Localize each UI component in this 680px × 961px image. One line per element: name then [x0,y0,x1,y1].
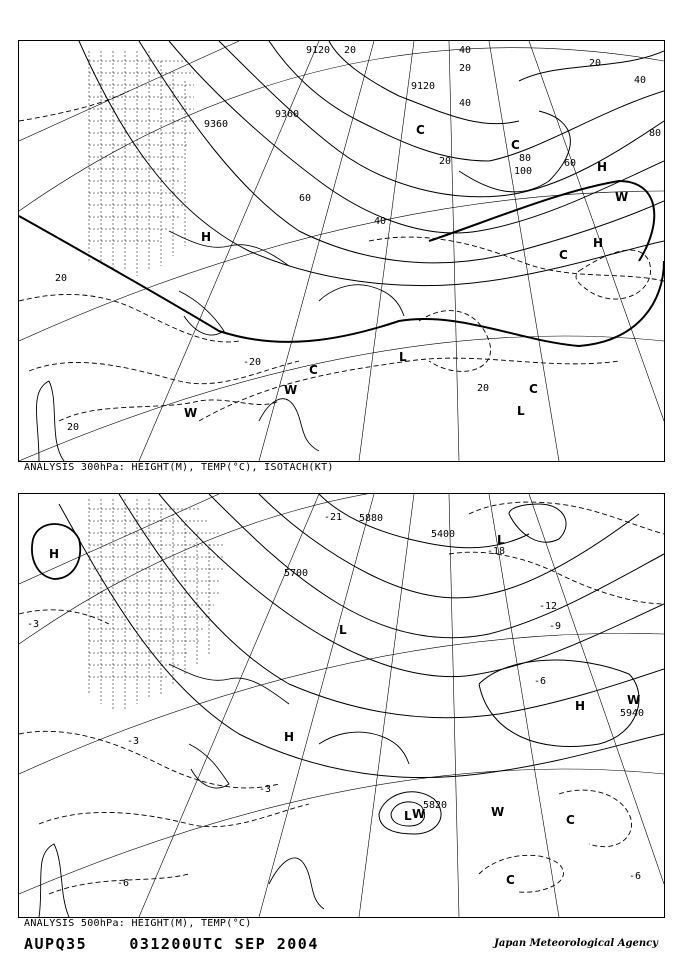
chart-header [24,935,319,953]
warm-center-marker: W [412,807,426,821]
isotach-label: 20 [439,156,452,167]
temp-label: 20 [477,383,490,394]
low-center-marker: L [339,623,347,637]
temp-label: -6 [629,871,642,882]
height-label: 5820 [423,800,448,811]
cold-center-marker: C [559,248,568,262]
high-center-marker: H [49,547,60,561]
height-label: 5940 [620,708,645,719]
temp-label: -6 [534,676,547,687]
hatch-area-500 [89,499,224,709]
warm-center-marker: W [284,383,298,397]
warm-center-marker: W [491,805,505,819]
isotach-label: 40 [459,45,472,56]
temp-label: 20 [67,422,80,433]
coastlines-300 [37,231,405,461]
low-center-marker: L [399,350,407,364]
caption-300hpa: ANALYSIS 300hPa: HEIGHT(M), TEMP(°C), ISOTACH(KT) [24,462,334,473]
cold-center-marker: C [416,123,425,137]
temp-label: -3 [27,619,40,630]
high-center-marker: H [201,230,212,244]
hatch-area-300 [89,51,194,276]
labels-300 [55,45,661,433]
height-label: 9120 [306,45,331,56]
valid-time: 031200UTC SEP 2004 [129,935,319,953]
height-label: 9360 [204,119,229,130]
chart-300hpa-map [19,41,664,461]
temp-label: -6 [117,878,130,889]
chart-id: AUPQ35 [24,935,88,953]
height-label: 9120 [411,81,436,92]
isotach-label: 40 [459,98,472,109]
cold-center-marker: C [566,813,575,827]
high-center-marker: H [575,699,586,713]
isotach-label: 20 [459,63,472,74]
height-label: 9360 [275,109,300,120]
low-center-marker: L [517,404,525,418]
temp-label: 20 [55,273,68,284]
isotach-label: 100 [514,166,533,177]
chart-500hpa-map [19,494,664,917]
height-label: 5880 [359,513,384,524]
temp-label: -3 [259,784,272,795]
isotach-label: 60 [564,158,577,169]
coastlines-500 [39,664,409,917]
chart-500hpa [18,493,665,918]
isotach-label: 20 [589,58,602,69]
high-center-marker: H [593,236,604,250]
low-center-marker: L [497,533,505,547]
low-center-marker: L [404,809,412,823]
temp-contours-500 [19,502,664,894]
caption-500hpa: ANALYSIS 500hPa: HEIGHT(M), TEMP(°C) [24,918,252,929]
cold-center-marker: C [529,382,538,396]
temp-label: -18 [487,546,506,557]
temp-label: -9 [549,621,562,632]
isotach-label: 80 [519,153,532,164]
temp-label: -21 [324,512,343,523]
temp-label: -12 [539,601,558,612]
isotach-label: 40 [634,75,647,86]
height-label: 5400 [431,529,456,540]
height-label: 5700 [284,568,309,579]
cold-center-marker: C [506,873,515,887]
jet-isotach-300 [19,181,664,346]
isotach-label: 80 [649,128,662,139]
high-center-marker: H [284,730,295,744]
isotach-label: 40 [374,216,387,227]
high-center-marker: H [597,160,608,174]
cold-center-marker: C [511,138,520,152]
chart-300hpa [18,40,665,462]
warm-center-marker: W [615,190,629,204]
cold-center-marker: C [309,363,318,377]
warm-center-marker: W [627,693,641,707]
isotach-label: 20 [344,45,357,56]
latlon-grid-500 [19,494,664,917]
agency-name: Japan Meteorological Agency [494,938,658,949]
temp-label: -3 [127,736,140,747]
isotach-label: 60 [299,193,312,204]
temp-label: -20 [243,357,262,368]
warm-center-marker: W [184,406,198,420]
height-contours-300 [79,41,664,286]
